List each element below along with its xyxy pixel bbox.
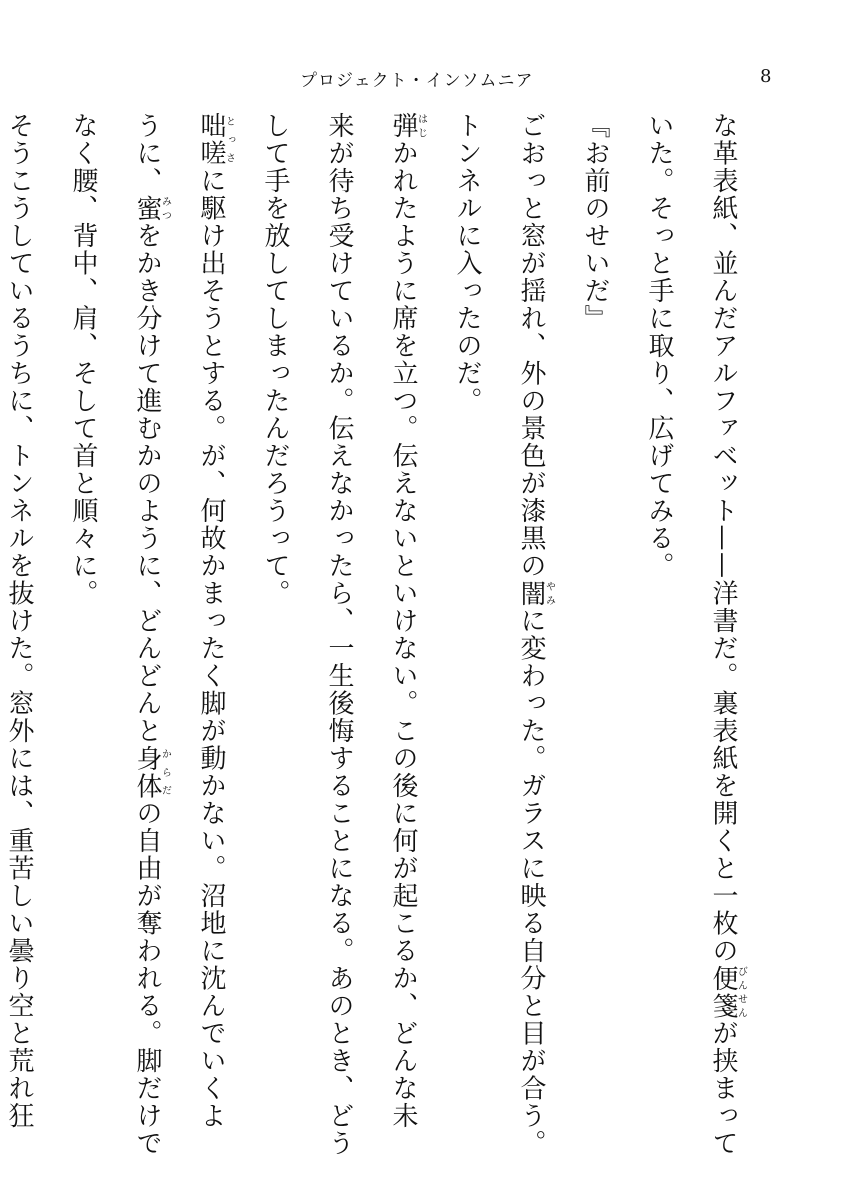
text-line: 来が待ち受けているか。伝えなかったら、一生後悔することになる。あのとき、どう (324, 112, 354, 1157)
text-line: そうこうしているうちに、トンネルを抜けた。窓外には、重苦しい曇り空と荒れ狂 (4, 112, 34, 1130)
page-number: 8 (760, 66, 772, 87)
text-line: な革表紙、並んだアルファベット——洋書だ。裏表紙を開くと一枚の便箋びんせんが挟まって (708, 112, 747, 1157)
running-header (0, 66, 841, 96)
text-line: いた。そっと手に取り、広げてみる。 (644, 112, 674, 580)
ruby-word: 弾はじ (388, 112, 427, 140)
ruby-word: 咄嗟とっさ (196, 112, 235, 167)
text-line: 咄嗟とっさに駆け出そうとする。が、何故かまったく脚が動かない。沼地に沈んでいくよ (196, 112, 235, 1130)
text-line: して手を放してしまったんだろうって。 (260, 112, 290, 607)
ruby-word: 便箋びんせん (708, 964, 747, 1020)
text-line: なく腰、背中、肩、そして首と順々に。 (68, 112, 98, 607)
ruby-word: 闇やみ (516, 579, 555, 607)
text-line: 『お前のせいだ』 (580, 112, 610, 332)
text-line: うに、蜜みつをかき分けて進むかのように、どんどんと身体からだの自由が奪われる。脚だけで (132, 112, 171, 1157)
text-line: 弾はじかれたように席を立つ。伝えないといけない。この後に何が起こるか、どんな未 (388, 112, 427, 1130)
text-line: トンネルに入ったのだ。 (452, 112, 482, 415)
novel-body-text (4, 112, 755, 1157)
ruby-word: 身体からだ (132, 744, 171, 800)
running-title: プロジェクト・インソムニア (300, 71, 534, 91)
ruby-word: 蜜みつ (132, 194, 171, 222)
text-line: ごおっと窓が揺れ、外の景色が漆黒の闇やみに変わった。ガラスに映る自分と目が合う。 (516, 112, 555, 1157)
